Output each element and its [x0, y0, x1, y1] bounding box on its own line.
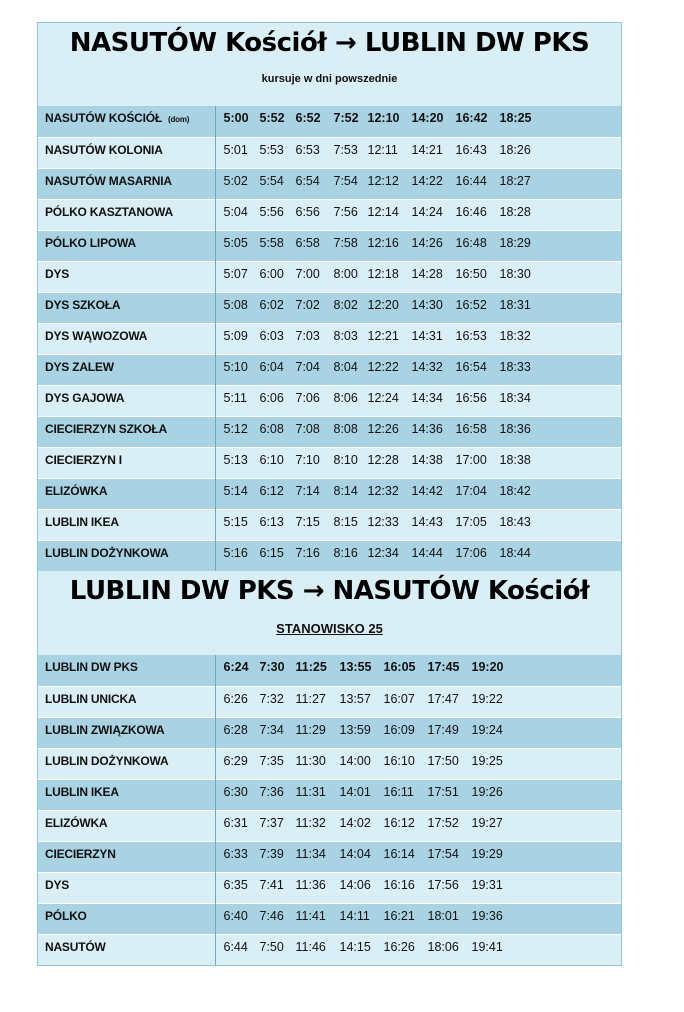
- departure-time: 17:51: [427, 784, 459, 799]
- departure-time: 18:44: [499, 545, 531, 560]
- timetable-row: [38, 168, 621, 199]
- timetable-row: [38, 230, 621, 261]
- departure-time: 18:28: [499, 204, 531, 219]
- departure-time: 8:03: [333, 328, 358, 343]
- stop-name: CIECIERZYN: [45, 846, 116, 861]
- stop-name: CIECIERZYN SZKOŁA: [45, 421, 167, 436]
- stop-name: CIECIERZYN I: [45, 452, 122, 467]
- departure-time: 6:12: [259, 483, 284, 498]
- departure-time: 16:50: [455, 266, 487, 281]
- departure-time: 14:02: [339, 815, 371, 830]
- departure-time: 12:28: [367, 452, 399, 467]
- departure-time: 14:24: [411, 204, 443, 219]
- departure-time: 6:04: [259, 359, 284, 374]
- departure-time: 16:05: [383, 660, 416, 674]
- stop-cell: [38, 168, 215, 199]
- departure-time: 17:06: [455, 545, 487, 560]
- departure-time: 6:13: [259, 514, 284, 529]
- stop-name: LUBLIN DW PKS: [45, 660, 138, 674]
- section1-subtitle: kursuje w dni powszednie: [261, 73, 398, 85]
- departure-time: 6:02: [259, 297, 284, 312]
- stop-name: LUBLIN IKEA: [45, 784, 119, 799]
- timetable-sheet: [37, 22, 622, 966]
- departure-time: 7:54: [333, 173, 358, 188]
- departure-time: 6:24: [223, 660, 249, 674]
- departure-time: 11:46: [295, 939, 326, 954]
- departure-time: 17:49: [427, 722, 459, 737]
- departure-time: 7:35: [259, 753, 284, 768]
- departure-time: 17:45: [427, 660, 460, 674]
- timetable-row: [38, 137, 621, 168]
- stop-cell: [38, 447, 215, 478]
- departure-time: 17:04: [455, 483, 487, 498]
- departure-time: 14:34: [411, 390, 443, 405]
- departure-time: 17:54: [427, 846, 459, 861]
- times-cell: [215, 540, 621, 571]
- stop-name: PÓLKO KASZTANOWA: [45, 204, 173, 219]
- timetable-row: [38, 478, 621, 509]
- departure-time: 16:26: [383, 939, 415, 954]
- times-cell: [215, 934, 621, 965]
- stop-name: LUBLIN DOŻYNKOWA: [45, 545, 169, 560]
- stop-name: LUBLIN DOŻYNKOWA: [45, 753, 169, 768]
- stop-name: LUBLIN UNICKA: [45, 691, 137, 706]
- departure-time: 5:54: [259, 173, 284, 188]
- departure-time: 7:34: [259, 722, 284, 737]
- departure-time: 14:36: [411, 421, 443, 436]
- departure-time: 16:12: [383, 815, 415, 830]
- stop-name: DYS: [45, 877, 70, 892]
- departure-time: 8:15: [333, 514, 358, 529]
- stop-cell: [38, 261, 215, 292]
- departure-time: 18:27: [499, 173, 531, 188]
- departure-time: 7:14: [295, 483, 320, 498]
- departure-time: 13:59: [339, 722, 371, 737]
- departure-time: 5:53: [259, 142, 284, 157]
- timetable-row: [38, 323, 621, 354]
- departure-time: 5:08: [223, 297, 248, 312]
- departure-time: 18:42: [499, 483, 531, 498]
- departure-time: 7:36: [259, 784, 284, 799]
- departure-time: 12:26: [367, 421, 399, 436]
- times-cell: [215, 509, 621, 540]
- departure-time: 12:34: [367, 545, 399, 560]
- departure-time: 11:27: [295, 691, 326, 706]
- departure-time: 11:36: [295, 877, 326, 892]
- departure-time: 7:00: [295, 266, 320, 281]
- departure-time: 5:02: [223, 173, 248, 188]
- timetable-row: [38, 655, 621, 686]
- times-cell: [215, 354, 621, 385]
- departure-time: 18:30: [499, 266, 531, 281]
- departure-time: 12:24: [367, 390, 399, 405]
- departure-time: 6:35: [223, 877, 248, 892]
- stop-cell: [38, 810, 215, 841]
- times-cell: [215, 903, 621, 934]
- departure-time: 16:54: [455, 359, 487, 374]
- departure-time: 17:56: [427, 877, 459, 892]
- departure-time: 12:14: [367, 204, 399, 219]
- departure-time: 19:25: [471, 753, 503, 768]
- timetable-row: [38, 810, 621, 841]
- times-cell: [215, 199, 621, 230]
- departure-time: 6:33: [223, 846, 248, 861]
- times-cell: [215, 872, 621, 903]
- timetable-row: [38, 540, 621, 571]
- stop-cell: [38, 509, 215, 540]
- departure-time: 7:16: [295, 545, 320, 560]
- timetable-row: [38, 261, 621, 292]
- timetable-row: [38, 872, 621, 903]
- departure-time: 16:56: [455, 390, 487, 405]
- stop-cell: [38, 903, 215, 934]
- departure-time: 19:27: [471, 815, 503, 830]
- departure-time: 14:31: [411, 328, 443, 343]
- departure-time: 14:32: [411, 359, 443, 374]
- departure-time: 18:06: [427, 939, 459, 954]
- stop-cell: [38, 385, 215, 416]
- departure-time: 14:28: [411, 266, 443, 281]
- departure-time: 6:00: [259, 266, 284, 281]
- stop-cell: [38, 230, 215, 261]
- departure-time: 16:42: [455, 111, 488, 125]
- departure-time: 6:30: [223, 784, 248, 799]
- departure-time: 6:44: [223, 939, 248, 954]
- departure-time: 12:20: [367, 297, 399, 312]
- departure-time: 8:04: [333, 359, 358, 374]
- departure-time: 14:11: [339, 908, 370, 923]
- departure-time: 7:37: [259, 815, 284, 830]
- timetable-row: [38, 106, 621, 137]
- departure-time: 5:12: [223, 421, 248, 436]
- times-cell: [215, 779, 621, 810]
- departure-time: 6:15: [259, 545, 284, 560]
- departure-time: 6:31: [223, 815, 248, 830]
- departure-time: 6:03: [259, 328, 284, 343]
- departure-time: 5:04: [223, 204, 248, 219]
- stop-cell: [38, 872, 215, 903]
- departure-time: 14:21: [411, 142, 443, 157]
- timetable-row: [38, 509, 621, 540]
- departure-time: 5:10: [223, 359, 248, 374]
- departure-time: 11:29: [295, 722, 326, 737]
- departure-time: 12:21: [367, 328, 399, 343]
- stop-name: DYS ZALEW: [45, 359, 114, 374]
- timetable-row: [38, 354, 621, 385]
- stop-cell: [38, 748, 215, 779]
- departure-time: 6:29: [223, 753, 248, 768]
- departure-time: 5:56: [259, 204, 284, 219]
- timetable-row: [38, 686, 621, 717]
- departure-time: 8:16: [333, 545, 358, 560]
- departure-time: 14:01: [339, 784, 371, 799]
- section2-subtitle: STANOWISKO 25: [276, 621, 383, 636]
- departure-time: 7:52: [333, 111, 359, 125]
- stop-cell: [38, 779, 215, 810]
- departure-time: 7:46: [259, 908, 284, 923]
- departure-time: 5:15: [223, 514, 248, 529]
- departure-time: 7:58: [333, 235, 358, 250]
- departure-time: 16:21: [383, 908, 415, 923]
- timetable-row: [38, 292, 621, 323]
- departure-time: 12:33: [367, 514, 399, 529]
- section1-title: NASUTÓW Kościół → LUBLIN DW PKS: [69, 28, 590, 58]
- stop-cell: [38, 717, 215, 748]
- departure-time: 18:38: [499, 452, 531, 467]
- departure-time: 18:32: [499, 328, 531, 343]
- departure-time: 6:28: [223, 722, 248, 737]
- departure-time: 11:41: [295, 908, 326, 923]
- departure-time: 18:26: [499, 142, 531, 157]
- stop-cell: [38, 416, 215, 447]
- departure-time: 5:13: [223, 452, 248, 467]
- departure-time: 12:12: [367, 173, 399, 188]
- departure-time: 7:04: [295, 359, 320, 374]
- departure-time: 6:08: [259, 421, 284, 436]
- departure-time: 7:02: [295, 297, 320, 312]
- stop-name: NASUTÓW KOLONIA: [45, 142, 163, 157]
- times-cell: [215, 655, 621, 686]
- timetable-row: [38, 934, 621, 965]
- departure-time: 18:34: [499, 390, 531, 405]
- departure-time: 14:04: [339, 846, 371, 861]
- stop-name: DYS GAJOWA: [45, 390, 125, 405]
- departure-time: 17:52: [427, 815, 459, 830]
- departure-time: 7:15: [295, 514, 320, 529]
- departure-time: 5:01: [223, 142, 248, 157]
- departure-time: 8:06: [333, 390, 358, 405]
- stop-name: PÓLKO LIPOWA: [45, 235, 136, 250]
- section1-table: [38, 106, 621, 571]
- departure-time: 12:16: [367, 235, 399, 250]
- timetable-row: [38, 841, 621, 872]
- departure-time: 8:10: [333, 452, 358, 467]
- departure-time: 16:58: [455, 421, 487, 436]
- stop-name: DYS WĄWOZOWA: [45, 328, 148, 343]
- times-cell: [215, 323, 621, 354]
- timetable-row: [38, 199, 621, 230]
- departure-time: 11:34: [295, 846, 326, 861]
- section2-table: [38, 655, 621, 965]
- stop-note: (dom): [168, 115, 190, 124]
- times-cell: [215, 261, 621, 292]
- stop-cell: [38, 686, 215, 717]
- stop-cell: [38, 106, 215, 137]
- stop-name: NASUTÓW MASARNIA: [45, 173, 172, 188]
- departure-time: 16:48: [455, 235, 487, 250]
- departure-time: 12:32: [367, 483, 399, 498]
- departure-time: 14:43: [411, 514, 443, 529]
- departure-time: 5:07: [223, 266, 248, 281]
- departure-time: 11:31: [295, 784, 326, 799]
- section2-title: LUBLIN DW PKS → NASUTÓW Kościół: [69, 576, 590, 606]
- departure-time: 8:00: [333, 266, 358, 281]
- departure-time: 7:10: [295, 452, 320, 467]
- times-cell: [215, 137, 621, 168]
- times-cell: [215, 168, 621, 199]
- departure-time: 14:20: [411, 111, 444, 125]
- stop-name: ELIZÓWKA: [45, 815, 108, 830]
- timetable-row: [38, 385, 621, 416]
- timetable-row: [38, 416, 621, 447]
- stop-name: DYS: [45, 266, 70, 281]
- times-cell: [215, 810, 621, 841]
- stop-name: DYS SZKOŁA: [45, 297, 121, 312]
- departure-time: 5:16: [223, 545, 248, 560]
- times-cell: [215, 416, 621, 447]
- departure-time: 19:20: [471, 660, 504, 674]
- departure-time: 16:14: [383, 846, 415, 861]
- departure-time: 14:00: [339, 753, 371, 768]
- departure-time: 11:25: [295, 660, 327, 674]
- departure-time: 14:38: [411, 452, 443, 467]
- departure-time: 7:32: [259, 691, 284, 706]
- departure-time: 14:30: [411, 297, 443, 312]
- departure-time: 6:52: [295, 111, 321, 125]
- departure-time: 19:36: [471, 908, 503, 923]
- departure-time: 19:41: [471, 939, 503, 954]
- departure-time: 6:53: [295, 142, 320, 157]
- departure-time: 11:30: [295, 753, 326, 768]
- departure-time: 6:26: [223, 691, 248, 706]
- departure-time: 6:06: [259, 390, 284, 405]
- stop-name: NASUTÓW: [45, 939, 106, 954]
- departure-time: 5:00: [223, 111, 249, 125]
- departure-time: 14:42: [411, 483, 443, 498]
- departure-time: 7:08: [295, 421, 320, 436]
- stop-cell: [38, 323, 215, 354]
- departure-time: 7:41: [259, 877, 284, 892]
- departure-time: 7:50: [259, 939, 284, 954]
- departure-time: 5:09: [223, 328, 248, 343]
- stop-cell: [38, 292, 215, 323]
- stop-cell: [38, 540, 215, 571]
- departure-time: 19:26: [471, 784, 503, 799]
- departure-time: 6:54: [295, 173, 320, 188]
- departure-time: 13:57: [339, 691, 371, 706]
- stop-name: LUBLIN IKEA: [45, 514, 119, 529]
- stop-name: NASUTÓW KOŚCIÓŁ: [45, 111, 162, 125]
- departure-time: 8:02: [333, 297, 358, 312]
- departure-time: 17:05: [455, 514, 487, 529]
- times-cell: [215, 748, 621, 779]
- stop-cell: [38, 137, 215, 168]
- times-cell: [215, 478, 621, 509]
- departure-time: 18:25: [499, 111, 532, 125]
- stop-name: ELIZÓWKA: [45, 483, 108, 498]
- departure-time: 12:10: [367, 111, 400, 125]
- departure-time: 14:06: [339, 877, 371, 892]
- departure-time: 6:10: [259, 452, 284, 467]
- departure-time: 7:30: [259, 660, 285, 674]
- departure-time: 16:53: [455, 328, 487, 343]
- departure-time: 12:18: [367, 266, 399, 281]
- timetable-row: [38, 447, 621, 478]
- stop-cell: [38, 934, 215, 965]
- stop-cell: [38, 354, 215, 385]
- stop-cell: [38, 199, 215, 230]
- times-cell: [215, 841, 621, 872]
- departure-time: 12:22: [367, 359, 399, 374]
- departure-time: 18:31: [499, 297, 531, 312]
- departure-time: 7:39: [259, 846, 284, 861]
- times-cell: [215, 686, 621, 717]
- departure-time: 6:58: [295, 235, 320, 250]
- departure-time: 5:58: [259, 235, 284, 250]
- departure-time: 11:32: [295, 815, 326, 830]
- times-cell: [215, 106, 621, 137]
- departure-time: 16:46: [455, 204, 487, 219]
- departure-time: 16:44: [455, 173, 487, 188]
- departure-time: 12:11: [367, 142, 398, 157]
- departure-time: 7:53: [333, 142, 358, 157]
- departure-time: 17:47: [427, 691, 459, 706]
- departure-time: 8:14: [333, 483, 358, 498]
- departure-time: 17:50: [427, 753, 459, 768]
- departure-time: 14:22: [411, 173, 443, 188]
- departure-time: 16:09: [383, 722, 415, 737]
- departure-time: 19:31: [471, 877, 503, 892]
- departure-time: 5:14: [223, 483, 248, 498]
- departure-time: 16:10: [383, 753, 415, 768]
- times-cell: [215, 230, 621, 261]
- times-cell: [215, 385, 621, 416]
- timetable-row: [38, 903, 621, 934]
- departure-time: 18:29: [499, 235, 531, 250]
- departure-time: 19:24: [471, 722, 503, 737]
- stop-cell: [38, 478, 215, 509]
- departure-time: 5:05: [223, 235, 248, 250]
- departure-time: 6:40: [223, 908, 248, 923]
- stop-cell: [38, 841, 215, 872]
- departure-time: 19:22: [471, 691, 503, 706]
- stop-cell: [38, 655, 215, 686]
- departure-time: 7:03: [295, 328, 320, 343]
- departure-time: 14:26: [411, 235, 443, 250]
- departure-time: 16:11: [383, 784, 414, 799]
- departure-time: 16:16: [383, 877, 415, 892]
- departure-time: 13:55: [339, 660, 372, 674]
- departure-time: 17:00: [455, 452, 487, 467]
- departure-time: 18:33: [499, 359, 531, 374]
- departure-time: 5:11: [223, 390, 247, 405]
- timetable-row: [38, 748, 621, 779]
- stop-name: PÓLKO: [45, 908, 87, 923]
- departure-time: 14:15: [339, 939, 371, 954]
- timetable-row: [38, 717, 621, 748]
- times-cell: [215, 717, 621, 748]
- departure-time: 7:06: [295, 390, 320, 405]
- timetable-row: [38, 779, 621, 810]
- departure-time: 18:01: [427, 908, 459, 923]
- departure-time: 8:08: [333, 421, 358, 436]
- departure-time: 18:43: [499, 514, 531, 529]
- departure-time: 5:52: [259, 111, 285, 125]
- departure-time: 16:52: [455, 297, 487, 312]
- departure-time: 14:44: [411, 545, 443, 560]
- departure-time: 6:56: [295, 204, 320, 219]
- stop-name: LUBLIN ZWIĄZKOWA: [45, 722, 165, 737]
- times-cell: [215, 447, 621, 478]
- times-cell: [215, 292, 621, 323]
- departure-time: 16:07: [383, 691, 415, 706]
- departure-time: 19:29: [471, 846, 503, 861]
- departure-time: 7:56: [333, 204, 358, 219]
- departure-time: 16:43: [455, 142, 487, 157]
- departure-time: 18:36: [499, 421, 531, 436]
